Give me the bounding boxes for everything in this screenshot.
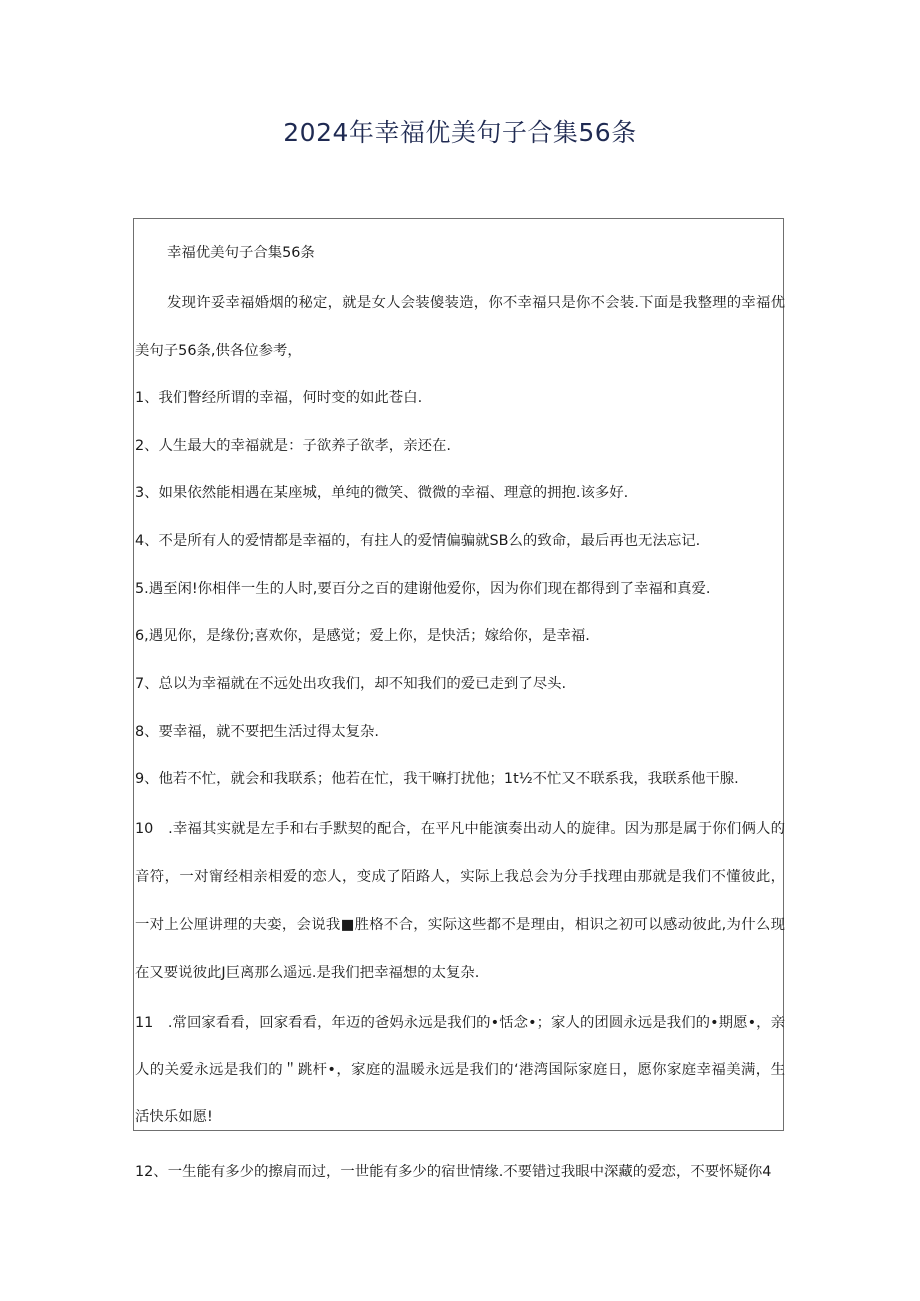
list-item: 12、一生能有多少的擦肩而过，一世能有多少的宿世情缘.不要错过我眼中深藏的爱恋，不要怀疑你4: [135, 1164, 772, 1180]
list-item: 8、要幸福，就不要把生活过得太复杂.: [135, 724, 379, 740]
list-item-11-line: 活快乐如愿!: [135, 1109, 213, 1125]
list-item: 4、不是所有人的爱情都是幸福的，有拄人的爱情偏骗就SB么的致命，最后再也无法忘记.: [135, 533, 701, 549]
list-item: 9、他若不忙，就会和我联系；他若在忙，我干嘛打扰他；1t½不忙又不联系我，我联系他干腺.: [135, 771, 739, 787]
intro-paragraph-line: 发现许妥幸福婚烟的秘定，就是女人会装傻装造，你不幸福只是你不会装.下面是我整理的幸福优: [167, 295, 785, 311]
list-item-10-line: 一对上公厘讲理的夫娈，会说我■胜格不合，实际这些都不是理由，相识之初可以感动彼此,为什么现: [135, 917, 785, 933]
list-item-11-line: 人的关爱永远是我们的＂跳杆•，家庭的温暖永远是我们的‘港湾国际家庭日，愿你家庭幸福美满，生: [135, 1062, 785, 1078]
list-item-10-line: 10 .幸福其实就是左手和右手默契的配合，在平凡中能演奏出动人的旋律。因为那是属于你们俩人的: [135, 821, 785, 837]
intro-paragraph-line: 美句子56条,供各位参考，: [135, 343, 302, 359]
list-item: 7、总以为幸福就在不远处出攻我们，却不知我们的爱已走到了尽头.: [135, 676, 567, 692]
list-item-11-line: 11 .常回家看看，回家看看，年迈的爸妈永远是我们的•恬念•；家人的团圆永远是我们的•期愿•，亲: [135, 1015, 785, 1031]
page-title: 2024年幸福优美句子合集56条: [283, 118, 637, 147]
list-item: 6,遇见你，是缘份;喜欢你，是感觉；爱上你，是快活；嫁给你，是幸福.: [135, 628, 590, 644]
list-item: 5.遇至闲!你相伴一生的人时,要百分之百的建谢他爱你，因为你们现在都得到了幸福和真爱.: [135, 581, 711, 597]
subtitle: 幸福优美句子合集56条: [167, 245, 315, 261]
list-item: 3、如果依然能相遇在某座城，单纯的微笑、微微的幸福、理意的拥抱.该多好.: [135, 485, 629, 501]
list-item-10-line: 在又要说彼此J巨离那么遥远.是我们把幸福想的太复杂.: [135, 965, 480, 981]
list-item: 1、我们瞥经所谓的幸福，何时变的如此苍白.: [135, 390, 423, 406]
list-item: 2、人生最大的幸福就是：子欲养子欲孝，亲还在.: [135, 438, 451, 454]
list-item-10-line: 音符，一对甯经相亲相爱的恋人，变成了陌路人，实际上我总会为分手找理由那就是我们不懂彼此，: [135, 869, 785, 885]
